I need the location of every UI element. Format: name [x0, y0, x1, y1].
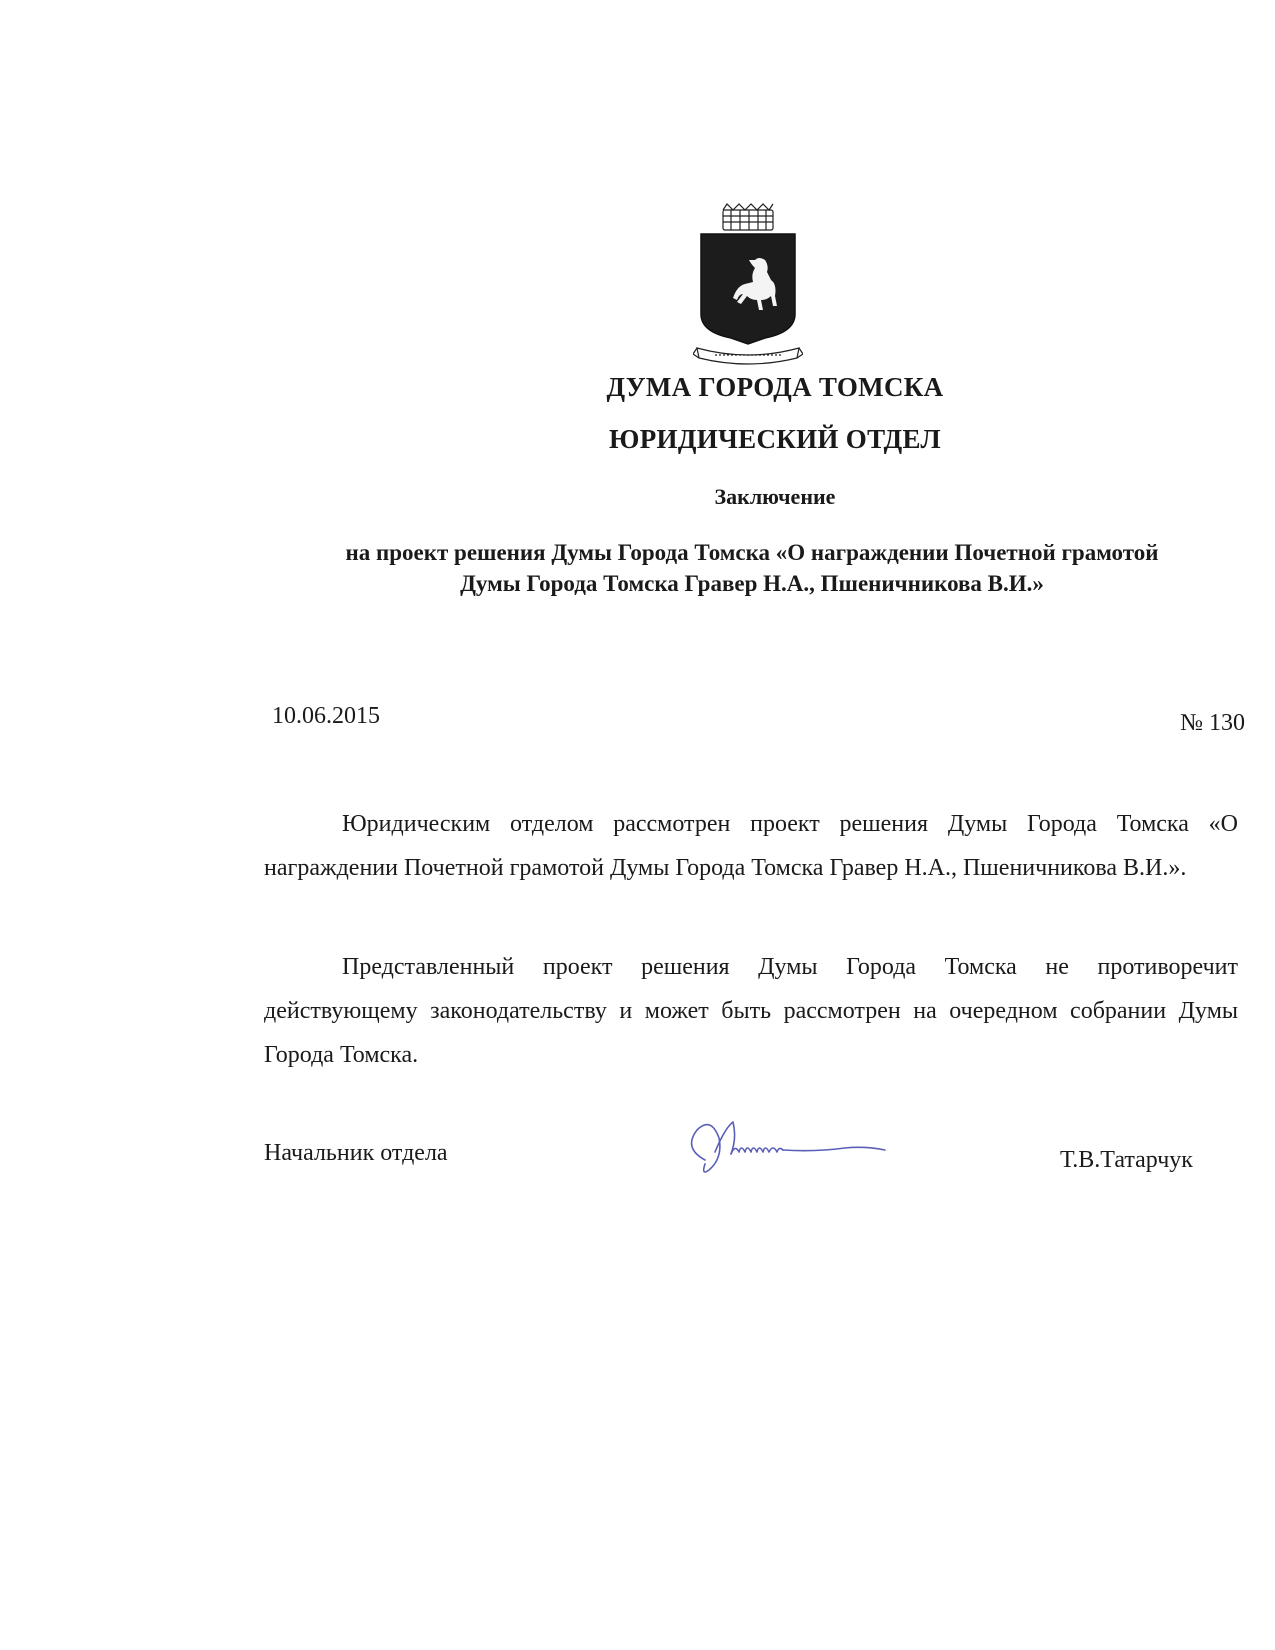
document-number: № 130	[1180, 710, 1245, 736]
subject-line-1: на проект решения Думы Города Томска «О награждении Почетной грамотой	[345, 540, 1159, 565]
document-date: 10.06.2015	[272, 703, 380, 729]
document-type: Заключение	[714, 484, 836, 509]
body-paragraph-2: Представленный проект решения Думы Города Томска не противоречит действующему законодательству и может быть рассмотрен на очередном собрании Думы Города Томска.	[264, 954, 1238, 1068]
coat-of-arms-icon	[693, 202, 803, 372]
signatory-title: Начальник отдела	[264, 1140, 448, 1166]
organization-name: ДУМА ГОРОДА ТОМСКА	[606, 372, 944, 402]
subject-line-2: Думы Города Томска Гравер Н.А., Пшеничникова В.И.»	[460, 571, 1044, 596]
document-subject	[262, 537, 1242, 599]
handwritten-signature	[675, 1108, 905, 1188]
department-name: ЮРИДИЧЕСКИЙ ОТДЕЛ	[609, 424, 941, 454]
signatory-name: Т.В.Татарчук	[1060, 1147, 1193, 1173]
body-paragraph-1: Юридическим отделом рассмотрен проект решения Думы Города Томска «О награждении Почетной грамотой Думы Города Томска Гравер Н.А., Пшеничникова В.И.».	[264, 811, 1238, 881]
